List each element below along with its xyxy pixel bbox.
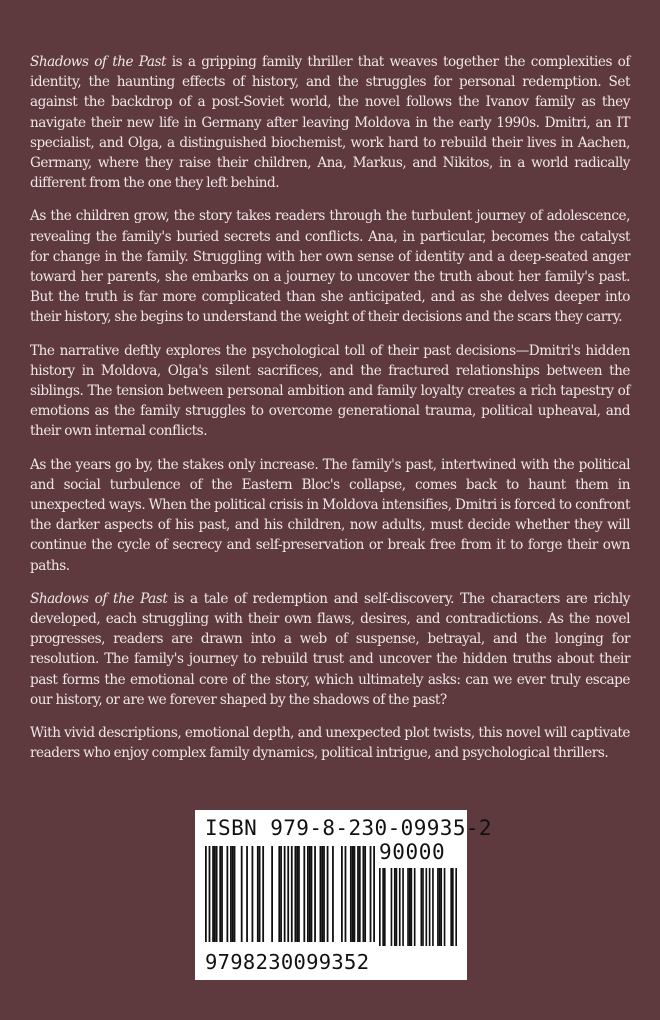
- book-title-italic: Shadows of the Past: [30, 54, 167, 70]
- barcode-bar: [429, 868, 431, 946]
- barcode-bar: [440, 868, 442, 946]
- barcode-bar: [209, 846, 211, 942]
- barcode-bar: [230, 846, 232, 942]
- barcode-bar: [425, 868, 427, 946]
- barcode-bar: [284, 846, 286, 942]
- barcode-bar: [321, 846, 323, 942]
- barcode-bar: [411, 868, 413, 946]
- barcode-bar: [396, 868, 398, 946]
- barcode-bar: [357, 846, 359, 942]
- isbn-label: ISBN 979-8-230-09935-2: [205, 816, 492, 840]
- blurb-paragraph-5: Shadows of the Past is a tale of redemption and self-discovery. The characters are richly developed, each struggling with their own flaws, desires, and contradictions. As the novel progresses, readers are drawn into a web of suspense, betrayal, and the longing for resolution. The family's journey to rebuild trust and uncover the hidden truths about their past forms the emotional core of the story, which ultimately asks: can we ever truly escape our history, or are we forever shaped by the shadows of the past?: [30, 590, 630, 708]
- barcode-bar: [444, 868, 446, 946]
- book-title-italic: Shadows of the Past: [30, 590, 168, 607]
- barcode-bar: [216, 846, 218, 942]
- blurb-paragraph-4: As the years go by, the stakes only increase. The family's past, intertwined with the political and social turbulence of the Eastern Bloc's collapse, comes back to haunt them in unexpected ways. When the political crisis in Moldova intensifies, Dmitri is forced to confront the darker aspects of his past, and his children, now adults, must decide whether they will continue the cycle of secrecy and self-preservation or break free from it to forge their own paths.: [30, 456, 630, 574]
- barcode-bar: [370, 846, 372, 942]
- barcode-bar: [212, 846, 214, 942]
- barcode-bar: [382, 868, 384, 946]
- barcode-bar: [287, 846, 289, 942]
- barcode-bar: [234, 846, 236, 942]
- barcode-bar: [359, 846, 361, 942]
- barcode-bar: [384, 868, 386, 946]
- barcode-bar: [214, 846, 216, 942]
- barcode-bar: [280, 846, 282, 942]
- barcode-bar: [399, 868, 401, 946]
- barcode-bar: [303, 846, 305, 942]
- barcode-bar: [437, 868, 439, 946]
- barcode-bar: [252, 846, 254, 942]
- blurb-text: [30, 52, 630, 777]
- barcode-bar: [246, 846, 248, 942]
- barcode-bar: [291, 846, 293, 942]
- barcode-bar: [241, 846, 243, 942]
- barcode-bar: [350, 846, 352, 942]
- barcode-bar: [311, 846, 313, 942]
- blurb-paragraph-2: As the children grow, the story takes readers through the turbulent journey of adolescence, revealing the family's buried secrets and conflicts. Ana, in particular, becomes the catalyst for change in the family. Struggling with her own sense of identity and a deep-seated anger toward her parents, she embarks on a journey to uncover the truth about her family's past. But the truth is far more complicated than she anticipated, and as she delves deeper into their history, she begins to understand the weight of their decisions and the scars they carry.: [30, 208, 630, 326]
- barcode-bar: [221, 846, 223, 942]
- barcode-bar: [402, 868, 404, 946]
- barcode-bar: [232, 846, 234, 942]
- barcode-bar: [219, 846, 221, 942]
- barcode-bar: [362, 846, 364, 942]
- barcode-bar: [364, 846, 366, 942]
- barcode-bar: [341, 846, 343, 942]
- barcode-bar: [354, 846, 356, 942]
- barcode-bar: [314, 846, 316, 942]
- blurb-paragraph-6: With vivid descriptions, emotional depth, and unexpected plot twists, this novel will captivate readers who enjoy complex family dynamics, political intrigue, and psychological thrillers.: [30, 725, 630, 762]
- barcode-bar: [422, 868, 424, 946]
- barcode-bar: [394, 868, 396, 946]
- ean13-digits: 9798230099352: [205, 950, 370, 974]
- barcode-bar: [409, 868, 411, 946]
- barcode-bar: [439, 868, 441, 946]
- barcode-bar: [379, 868, 381, 946]
- barcode-bar: [294, 846, 296, 942]
- barcode-bar: [307, 846, 309, 942]
- barcode-bar: [352, 846, 354, 942]
- barcode-bar: [455, 868, 457, 946]
- barcode-bar: [205, 846, 207, 942]
- ean13-barcode: [205, 846, 375, 950]
- blurb-paragraph-1: Shadows of the Past is a gripping family thriller that weaves together the complexities of identity, the haunting effects of history, and the struggles for personal redemption. Set against the backdrop of a post-Soviet world, the novel follows the Ivanov family as they navigate their new life in Germany after leaving Moldova in the early 1990s. Dmitri, an IT specialist, and Olga, a distinguished biochemist, work hard to rebuild their lives in Aachen, Germany, where they raise their children, Ana, Markus, and Nikitos, in a world radically different from the one they left behind.: [30, 54, 631, 192]
- barcode-bar: [259, 846, 261, 942]
- barcode-bar: [373, 846, 375, 942]
- blurb-paragraph-3: The narrative deftly explores the psychological toll of their past decisions—Dmitri's hidden history in Moldova, Olga's silent sacrifices, and the fractured relationships between the siblings. The tension between personal ambition and family loyalty creates a rich tapestry of emotions as the family struggles to overcome generational trauma, political upheaval, and their own internal conflicts.: [30, 342, 630, 440]
- barcode-bar: [298, 846, 300, 942]
- barcode-bar: [450, 868, 452, 946]
- price-addon-digits: 90000: [379, 840, 446, 864]
- barcode-bar: [278, 846, 280, 942]
- barcode-bar: [414, 868, 416, 946]
- barcode-bar: [391, 868, 393, 946]
- barcode-bar: [320, 846, 322, 942]
- barcode-bar: [332, 846, 334, 942]
- barcode-bar: [309, 846, 311, 942]
- addon-barcode: [379, 868, 457, 946]
- barcode-bar: [407, 868, 409, 946]
- barcode-bar: [257, 846, 259, 942]
- barcode-bar: [420, 868, 422, 946]
- barcode-bar: [323, 846, 325, 942]
- barcode-bar: [345, 846, 347, 942]
- barcode-bar: [327, 846, 329, 942]
- barcode-bar: [452, 868, 454, 946]
- barcode-bar: [262, 846, 264, 942]
- isbn-barcode-box: [195, 810, 492, 980]
- barcode-bar: [296, 846, 298, 942]
- barcode-bar: [226, 846, 228, 942]
- barcode-bar: [271, 846, 273, 942]
- barcode-bar: [432, 868, 434, 946]
